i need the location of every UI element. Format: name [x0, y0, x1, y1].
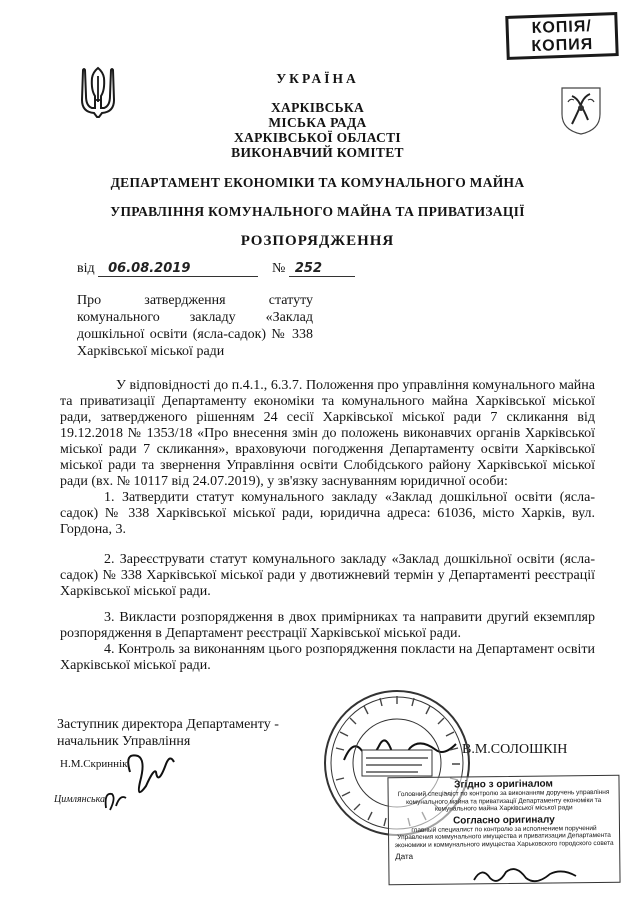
- executor-name: Н.М.Скриннік: [60, 758, 128, 770]
- body-item-2: 2. Зареєструвати статут комунального закладу «Заклад дошкільної освіти (ясла-садок) № 338 Харківської міської ради у двотижневий термін у Департаменті реєстрації Харківської міської ради.: [60, 552, 595, 599]
- body-intro: У відповідності до п.4.1., 6.3.7. Положення про управління комунального майна та приватизації Департаменту економіки та комунального майна Харківської міської ради, затвердженого рішенням 24 сесії Харківської міської ради 7 скликання від 19.12.2018 № 1353/18 «Про внесення змін до положень виконавчих органів Харківської міської ради 7 скликання», враховуючи погодження Департаменту освіти Харківської міської ради та звернення Управління освіти Слобідського району Харківської міської ради (вх. № 10117 від 24.07.2019), у зв'язку заснуванням юридичної особи:: [60, 378, 595, 489]
- certified-signature: [470, 862, 580, 888]
- directorate-heading: УПРАВЛІННЯ КОМУНАЛЬНОГО МАЙНА ТА ПРИВАТИЗАЦІЇ: [110, 204, 525, 219]
- number-row: [272, 261, 355, 277]
- date-label: від: [77, 261, 95, 276]
- certified-line4: главный специалист по контролю за исполнением поручений Управления коммунального имущества и приватизации Департамента экономики и коммунального имущества Харьковского городского совета: [394, 824, 614, 849]
- signer-name: В.М.СОЛОШКІН: [462, 742, 568, 757]
- document-subject: Про затвердження статуту комунального закладу «Заклад дошкільної освіти (ясла-садок) № 338 Харківської міської ради: [77, 293, 313, 359]
- certified-date-row: [389, 850, 619, 861]
- document-body: [60, 378, 595, 674]
- number-value: 252: [289, 261, 355, 277]
- body-item-1: 1. Затвердити статут комунального закладу «Заклад дошкільної освіти (ясла-садок) № 338 Харківської міської ради, юридична адреса: 61036, місто Харків, вул. Гордона, 3.: [60, 490, 595, 537]
- country-heading: УКРАЇНА: [276, 71, 359, 86]
- certified-date-label: Дата: [395, 851, 414, 862]
- body-item-4: 4. Контроль за виконанням цього розпорядження покласти на Департамент освіти Харківської міської ради.: [60, 642, 595, 673]
- council-heading: МІСЬКА РАДА: [268, 115, 367, 130]
- certified-line1: Згідно з оригіналом: [454, 778, 553, 791]
- date-row: [77, 261, 258, 277]
- region-heading: ХАРКІВСЬКОЇ ОБЛАСТІ: [234, 130, 401, 145]
- certified-line3: Согласно оригиналу: [452, 813, 555, 827]
- certified-line2: Головний спеціаліст по контролю за виконанням доручень управління комунального майна та приватизації Департаменту економіки та комунального майна Харківської міської ради: [397, 788, 610, 813]
- approver-initials: [100, 786, 130, 816]
- copy-stamp-line1: КОПІЯ/: [531, 17, 593, 38]
- signer-position-line2: начальник Управління: [57, 734, 191, 749]
- document-type-title: РОЗПОРЯДЖЕННЯ: [240, 233, 395, 249]
- date-value: 06.08.2019: [98, 261, 258, 277]
- committee-heading: ВИКОНАВЧИЙ КОМІТЕТ: [231, 145, 404, 160]
- number-label: №: [272, 261, 286, 276]
- department-heading: ДЕПАРТАМЕНТ ЕКОНОМІКИ ТА КОМУНАЛЬНОГО МАЙНА: [110, 175, 525, 190]
- signer-position-line1: Заступник директора Департаменту -: [57, 717, 279, 732]
- copy-stamp-line2: КОПИЯ: [531, 35, 594, 56]
- city-heading: ХАРКІВСЬКА: [270, 100, 364, 115]
- executor-name-2: Цимлянська: [54, 794, 105, 805]
- body-item-3: 3. Викласти розпорядження в двох примірниках та направити другий екземпляр розпорядження в Департамент реєстрації Харківської міської ради.: [60, 610, 595, 641]
- copy-stamp: [505, 12, 618, 60]
